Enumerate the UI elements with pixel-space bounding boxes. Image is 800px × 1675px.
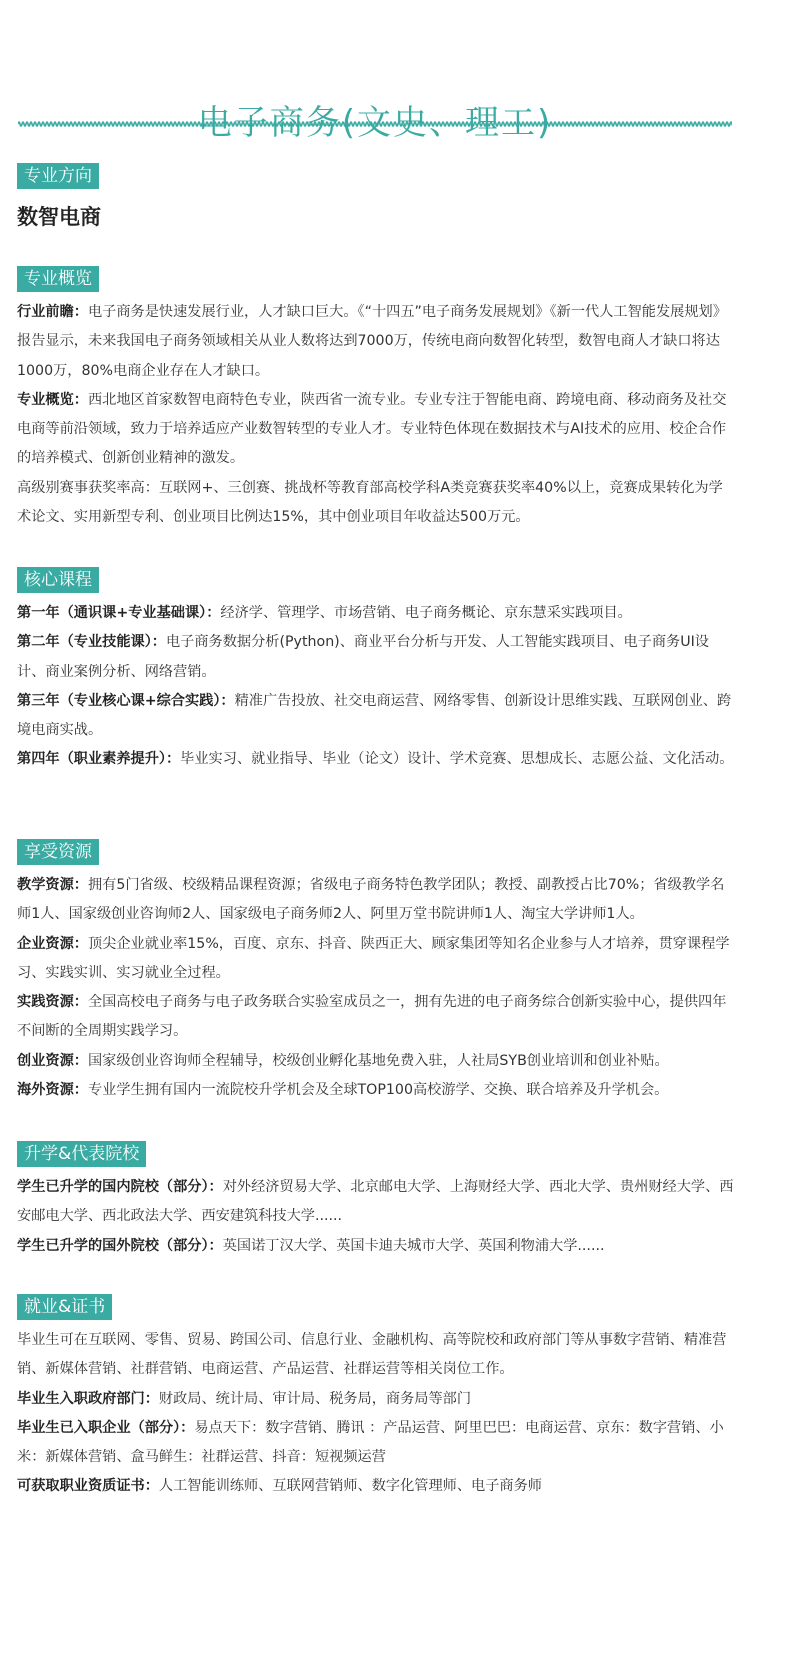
career-item <box>17 1326 735 1385</box>
resource-label: 海外资源： <box>17 1082 88 1099</box>
course-year <box>17 628 735 687</box>
career-label: 可获取职业资质证书： <box>17 1478 159 1495</box>
section-courses <box>17 567 735 775</box>
section-tag-overview: 专业概览 <box>17 266 99 292</box>
career-text: 毕业生可在互联网、零售、贸易、跨国公司、信息行业、金融机构、高等院校和政府部门等从事数字营销、精准营销、新媒体营销、社群营销、电商运营、产品运营、社群运营等相关岗位工作。 <box>17 1332 727 1378</box>
course-year-label: 第一年（通识课+专业基础课）： <box>17 605 221 621</box>
school-list <box>17 1173 735 1232</box>
resource-item <box>17 988 735 1047</box>
career-item <box>17 1472 735 1501</box>
course-year-text: 经济学、管理学、市场营销、电子商务概论、京东慧采实践项目。 <box>220 605 632 621</box>
resource-text: 专业学生拥有国内一流院校升学机会及全球TOP100高校游学、交换、联合培养及升学机会。 <box>87 1082 669 1099</box>
section-tag-resources: 享受资源 <box>17 839 99 865</box>
section-tag-direction: 专业方向 <box>17 163 99 189</box>
paragraph <box>17 386 735 474</box>
course-year-label: 第四年（职业素养提升）： <box>17 751 181 768</box>
resource-label: 企业资源： <box>17 935 88 952</box>
section-further-study <box>17 1141 735 1261</box>
page-title: 电子商务(文史、理工) <box>197 102 553 143</box>
course-year-label: 第二年（专业技能课）： <box>17 634 166 651</box>
resource-item <box>17 1047 735 1076</box>
career-text: 财政局、统计局、审计局、税务局，商务局等部门 <box>158 1390 472 1407</box>
section-overview <box>17 266 735 532</box>
direction-value: 数智电商 <box>17 205 101 229</box>
section-career <box>17 1294 735 1502</box>
school-list-label: 学生已升学的国内院校（部分）： <box>17 1179 223 1195</box>
career-text: 易点天下：数字营销、腾讯 ：产品运营、阿里巴巴：电商运营、京东：数字营销、小米：新媒体营销、盒马鲜生：社群运营、抖音：短视频运营 <box>17 1419 724 1466</box>
school-list-text: 英国诺丁汉大学、英国卡迪夫城市大学、英国利物浦大学...... <box>222 1237 605 1254</box>
course-year-text: 毕业实习、就业指导、毕业（论文）设计、学术竞赛、思想成长、志愿公益、文化活动。 <box>180 751 734 768</box>
section-direction <box>17 163 735 231</box>
paragraph-text: 西北地区首家数智电商特色专业，陕西省一流专业。专业专注于智能电商、跨境电商、移动商务及社交电商等前沿领域，致力于培养适应产业数智转型的专业人才。专业特色体现在数据技术与AI技术的应用、校企合作的培养模式、创新创业精神的激发。 <box>17 391 727 467</box>
resource-text: 全国高校电子商务与电子政务联合实验室成员之一，拥有先进的电子商务综合创新实验中心，提供四年不间断的全周期实践学习。 <box>17 994 727 1040</box>
career-item <box>17 1414 735 1473</box>
course-year <box>17 745 735 774</box>
paragraph-text: 高级别赛事获奖率高：互联网+、三创赛、挑战杯等教育部高校学科A类竞赛获奖率40%以上，竞赛成果转化为学术论文、实用新型专利、创业项目比例达15%，其中创业项目年收益达500万元。 <box>17 479 723 526</box>
resource-label: 教学资源： <box>17 877 88 893</box>
paragraph-label: 行业前瞻： <box>17 304 88 320</box>
section-tag-career: 就业&证书 <box>17 1294 112 1320</box>
resource-text: 拥有5门省级、校级精品课程资源；省级电子商务特色教学团队；教授、副教授占比70%；省级教学名师1人、国家级创业咨询师2人、国家级电子商务师2人、阿里万堂书院讲师1人、淘宝大学讲师1人。 <box>17 877 725 923</box>
paragraph <box>17 474 735 533</box>
resource-item <box>17 1076 735 1105</box>
resource-text: 国家级创业咨询师全程辅导，校级创业孵化基地免费入驻，人社局SYB创业培训和创业补贴。 <box>87 1052 669 1069</box>
course-year <box>17 687 735 746</box>
career-text: 人工智能训练师、互联网营销师、数字化管理师、电子商务师 <box>158 1478 542 1495</box>
resource-label: 创业资源： <box>17 1052 88 1069</box>
paragraph-label: 专业概览： <box>17 391 88 408</box>
course-year-text: 电子商务数据分析(Python)、商业平台分析与开发、人工智能实践项目、电子商务UI设计、商业案例分析、网络营销。 <box>17 634 709 680</box>
course-year-text: 精准广告投放、社交电商运营、网络零售、创新设计思维实践、互联网创业、跨境电商实战。 <box>17 692 732 739</box>
resource-text: 顶尖企业就业率15%，百度、京东、抖音、陕西正大、顾家集团等知名企业参与人才培养，贯穿课程学习、实践实训、实习就业全过程。 <box>17 935 730 981</box>
school-list-label: 学生已升学的国外院校（部分）： <box>17 1237 223 1254</box>
resource-item <box>17 930 735 989</box>
career-label: 毕业生已入职企业（部分）： <box>17 1419 195 1436</box>
section-tag-courses: 核心课程 <box>17 567 99 593</box>
paragraph-text: 电子商务是快速发展行业，人才缺口巨大。《“十四五”电子商务发展规划》《新一代人工智能发展规划》报告显示，未来我国电子商务领域相关从业人数将达到7000万，传统电商向数智化转型，数智电商人才缺口将达1000万，80%电商企业存在人才缺口。 <box>17 304 727 379</box>
course-year-label: 第三年（专业核心课+综合实践）： <box>17 692 235 709</box>
career-item <box>17 1385 735 1414</box>
wavy-divider <box>18 119 732 129</box>
school-list-text: 对外经济贸易大学、北京邮电大学、上海财经大学、西北大学、贵州财经大学、西安邮电大学、西北政法大学、西安建筑科技大学...... <box>17 1179 734 1225</box>
school-list <box>17 1232 735 1261</box>
course-year <box>17 599 735 628</box>
paragraph <box>17 298 735 386</box>
section-tag-further-study: 升学&代表院校 <box>17 1141 146 1167</box>
career-label: 毕业生入职政府部门： <box>17 1390 159 1407</box>
resource-label: 实践资源： <box>17 994 88 1011</box>
section-resources <box>17 839 735 1105</box>
resource-item <box>17 871 735 930</box>
